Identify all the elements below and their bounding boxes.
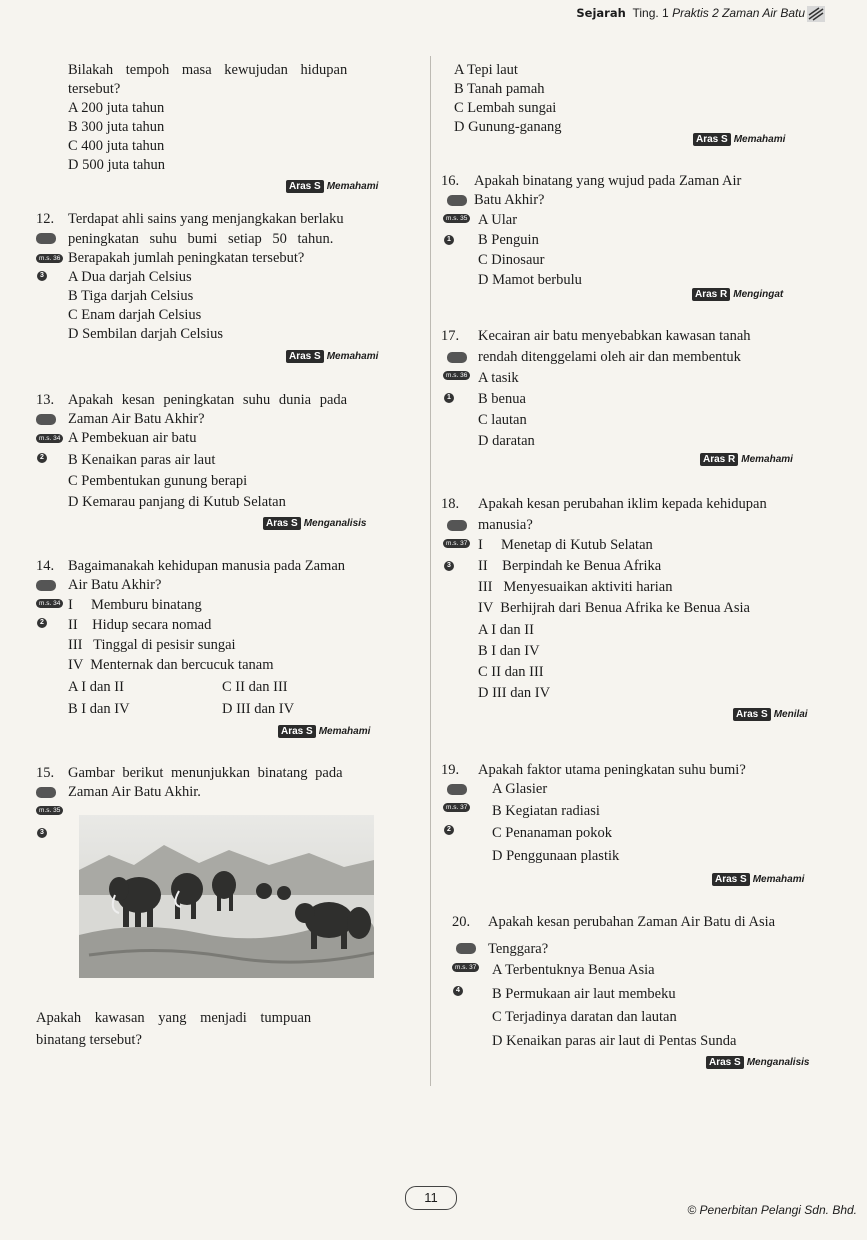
buku-teks-icon xyxy=(447,195,467,206)
q11-option-d[interactable]: D 500 juta tahun xyxy=(68,157,166,173)
q12-stem-line3: Berapakah jumlah peningkatan tersebut? xyxy=(68,250,305,266)
q17-stem-line2: rendah ditenggelami oleh air dan membentuk xyxy=(478,349,741,365)
q12-stem-line1: Terdapat ahli sains yang menjangkakan berlaku xyxy=(68,211,344,227)
page-number: 11 xyxy=(405,1186,457,1210)
q16-level-tag: Aras R Mengingat xyxy=(692,288,783,301)
q11-option-b[interactable]: B 300 juta tahun xyxy=(68,119,165,135)
page-header xyxy=(576,6,805,20)
q14-item-3: III Tinggal di pesisir sungai xyxy=(68,637,236,653)
q17-option-d[interactable]: D daratan xyxy=(478,433,535,449)
q15-option-d[interactable]: D Gunung-ganang xyxy=(454,119,562,135)
q16-page-ref: m.s. 35 xyxy=(443,214,470,223)
q20-number: 20. xyxy=(452,914,471,930)
q15-after-line2: binatang tersebut? xyxy=(36,1032,142,1048)
q19-option-c[interactable]: C Penanaman pokok xyxy=(492,825,613,841)
q14-option-d[interactable]: D III dan IV xyxy=(222,701,295,717)
q14-stem-line2: Air Batu Akhir? xyxy=(68,577,162,593)
q13-level-tag: Aras S Menganalisis xyxy=(263,517,367,530)
publisher-logo-icon xyxy=(807,6,825,22)
q20-option-d[interactable]: D Kenaikan paras air laut di Pentas Sunda xyxy=(492,1033,737,1049)
q17-option-b[interactable]: B benua xyxy=(478,391,526,407)
q13-option-a[interactable]: A Pembekuan air batu xyxy=(68,430,197,446)
q16-stem-line1: Apakah binatang yang wujud pada Zaman Air xyxy=(474,173,742,189)
q14-option-c[interactable]: C II dan III xyxy=(222,679,288,695)
ice-age-animals-image xyxy=(79,815,374,978)
q19-level-tag: Aras S Memahami xyxy=(712,873,804,886)
q18-item-2: II Berpindah ke Benua Afrika xyxy=(478,558,662,574)
q19-stem: Apakah faktor utama peningkatan suhu bumi? xyxy=(478,762,746,778)
header-level: Ting. 1 xyxy=(632,6,669,20)
q18-item-3: III Menyesuaikan aktiviti harian xyxy=(478,579,673,595)
q13-tp-badge: 2 xyxy=(36,452,47,463)
q19-option-d[interactable]: D Penggunaan plastik xyxy=(492,848,620,864)
q19-number: 19. xyxy=(441,762,460,778)
buku-teks-icon xyxy=(456,943,476,954)
q11-level-tag: Aras S Memahami xyxy=(286,180,378,193)
buku-teks-icon xyxy=(36,580,56,591)
q18-tp-badge: 3 xyxy=(443,560,454,571)
q15-option-a[interactable]: A Tepi laut xyxy=(454,62,518,78)
q20-option-a[interactable]: A Terbentuknya Benua Asia xyxy=(492,962,655,978)
q12-option-d[interactable]: D Sembilan darjah Celsius xyxy=(68,326,224,342)
q20-stem-line2: Tenggara? xyxy=(488,941,549,957)
q12-option-c[interactable]: C Enam darjah Celsius xyxy=(68,307,202,323)
q20-option-b[interactable]: B Permukaan air laut membeku xyxy=(492,986,676,1002)
q15-tp-badge: 3 xyxy=(36,827,47,838)
q14-tp-badge: 2 xyxy=(36,617,47,628)
column-divider xyxy=(430,56,431,1086)
buku-teks-icon xyxy=(36,414,56,425)
q20-option-c[interactable]: C Terjadinya daratan dan lautan xyxy=(492,1009,677,1025)
q17-level-tag: Aras R Memahami xyxy=(700,453,793,466)
q14-stem-line1: Bagaimanakah kehidupan manusia pada Zaman xyxy=(68,558,346,574)
q13-option-c[interactable]: C Pembentukan gunung berapi xyxy=(68,473,248,489)
q18-stem-line1: Apakah kesan perubahan iklim kepada kehidupan xyxy=(478,496,767,512)
q17-tp-badge: 1 xyxy=(443,392,454,403)
q14-page-ref: m.s. 34 xyxy=(36,599,63,608)
q17-option-c[interactable]: C lautan xyxy=(478,412,527,428)
q16-tp-badge: 1 xyxy=(443,234,454,245)
q19-option-a[interactable]: A Glasier xyxy=(492,781,548,797)
q17-stem-line1: Kecairan air batu menyebabkan kawasan tanah xyxy=(478,328,751,344)
q16-option-c[interactable]: C Dinosaur xyxy=(478,252,545,268)
q13-option-b[interactable]: B Kenaikan paras air laut xyxy=(68,452,216,468)
copyright: © Penerbitan Pelangi Sdn. Bhd. xyxy=(687,1203,857,1217)
q16-option-a[interactable]: A Ular xyxy=(478,212,518,228)
q18-page-ref: m.s. 37 xyxy=(443,539,470,548)
q14-item-2: II Hidup secara nomad xyxy=(68,617,212,633)
q18-option-b[interactable]: B I dan IV xyxy=(478,643,540,659)
q12-option-a[interactable]: A Dua darjah Celsius xyxy=(68,269,192,285)
q14-item-1: I Memburu binatang xyxy=(68,597,202,613)
q15-option-c[interactable]: C Lembah sungai xyxy=(454,100,557,116)
q16-stem-line2: Batu Akhir? xyxy=(474,192,545,208)
q12-tp-badge: 3 xyxy=(36,270,47,281)
q16-number: 16. xyxy=(441,173,460,189)
buku-teks-icon xyxy=(447,520,467,531)
q14-level-tag: Aras S Memahami xyxy=(278,725,370,738)
q11-stem-line2: tersebut? xyxy=(68,81,121,97)
q13-page-ref: m.s. 34 xyxy=(36,434,63,443)
q18-level-tag: Aras S Menilai xyxy=(733,708,808,721)
header-subject: Sejarah xyxy=(576,6,626,20)
q17-number: 17. xyxy=(441,328,460,344)
q20-tp-badge: 4 xyxy=(452,985,463,996)
q13-option-d[interactable]: D Kemarau panjang di Kutub Selatan xyxy=(68,494,286,510)
q12-option-b[interactable]: B Tiga darjah Celsius xyxy=(68,288,194,304)
q15-after-line1: Apakah kawasan yang menjadi tumpuan xyxy=(36,1010,312,1026)
q12-number: 12. xyxy=(36,211,55,227)
q16-option-d[interactable]: D Mamot berbulu xyxy=(478,272,582,288)
q20-level-tag: Aras S Menganalisis xyxy=(706,1056,810,1069)
q17-page-ref: m.s. 36 xyxy=(443,371,470,380)
q14-option-b[interactable]: B I dan IV xyxy=(68,701,130,717)
q12-level-tag: Aras S Memahami xyxy=(286,350,378,363)
q20-stem-line1: Apakah kesan perubahan Zaman Air Batu di Asia xyxy=(488,914,776,930)
q14-number: 14. xyxy=(36,558,55,574)
q17-option-a[interactable]: A tasik xyxy=(478,370,519,386)
q15-stem-line2: Zaman Air Batu Akhir. xyxy=(68,784,201,800)
q11-option-a[interactable]: A 200 juta tahun xyxy=(68,100,165,116)
q15-number: 15. xyxy=(36,765,55,781)
q18-number: 18. xyxy=(441,496,460,512)
buku-teks-icon xyxy=(447,352,467,363)
q20-page-ref: m.s. 37 xyxy=(452,963,479,972)
q15-level-tag: Aras S Memahami xyxy=(693,133,785,146)
buku-teks-icon xyxy=(36,233,56,244)
mammoth-photo xyxy=(79,815,374,978)
q18-item-4: IV Berhijrah dari Benua Afrika ke Benua Asia xyxy=(478,600,750,616)
q16-option-b[interactable]: B Penguin xyxy=(478,232,539,248)
q11-option-c[interactable]: C 400 juta tahun xyxy=(68,138,165,154)
q18-option-c[interactable]: C II dan III xyxy=(478,664,544,680)
q12-stem-line2: peningkatan suhu bumi setiap 50 tahun. xyxy=(68,231,334,247)
q15-page-ref: m.s. 35 xyxy=(36,806,63,815)
q15-option-b[interactable]: B Tanah pamah xyxy=(454,81,545,97)
buku-teks-icon xyxy=(36,787,56,798)
q18-item-1: I Menetap di Kutub Selatan xyxy=(478,537,653,553)
buku-teks-icon xyxy=(447,784,467,795)
q13-stem-line1: Apakah kesan peningkatan suhu dunia pada xyxy=(68,392,348,408)
q18-stem-line2: manusia? xyxy=(478,517,533,533)
q19-tp-badge: 2 xyxy=(443,824,454,835)
header-book: Praktis 2 Zaman Air Batu xyxy=(672,6,805,20)
q18-option-a[interactable]: A I dan II xyxy=(478,622,534,638)
q14-option-a[interactable]: A I dan II xyxy=(68,679,124,695)
q19-option-b[interactable]: B Kegiatan radiasi xyxy=(492,803,600,819)
q15-stem-line1: Gambar berikut menunjukkan binatang pada xyxy=(68,765,343,781)
q18-option-d[interactable]: D III dan IV xyxy=(478,685,551,701)
q13-stem-line2: Zaman Air Batu Akhir? xyxy=(68,411,205,427)
q13-number: 13. xyxy=(36,392,55,408)
q19-page-ref: m.s. 37 xyxy=(443,803,470,812)
q14-item-4: IV Menternak dan bercucuk tanam xyxy=(68,657,274,673)
q12-page-ref: m.s. 36 xyxy=(36,254,63,263)
q11-stem-line1: Bilakah tempoh masa kewujudan hidupan xyxy=(68,62,348,78)
